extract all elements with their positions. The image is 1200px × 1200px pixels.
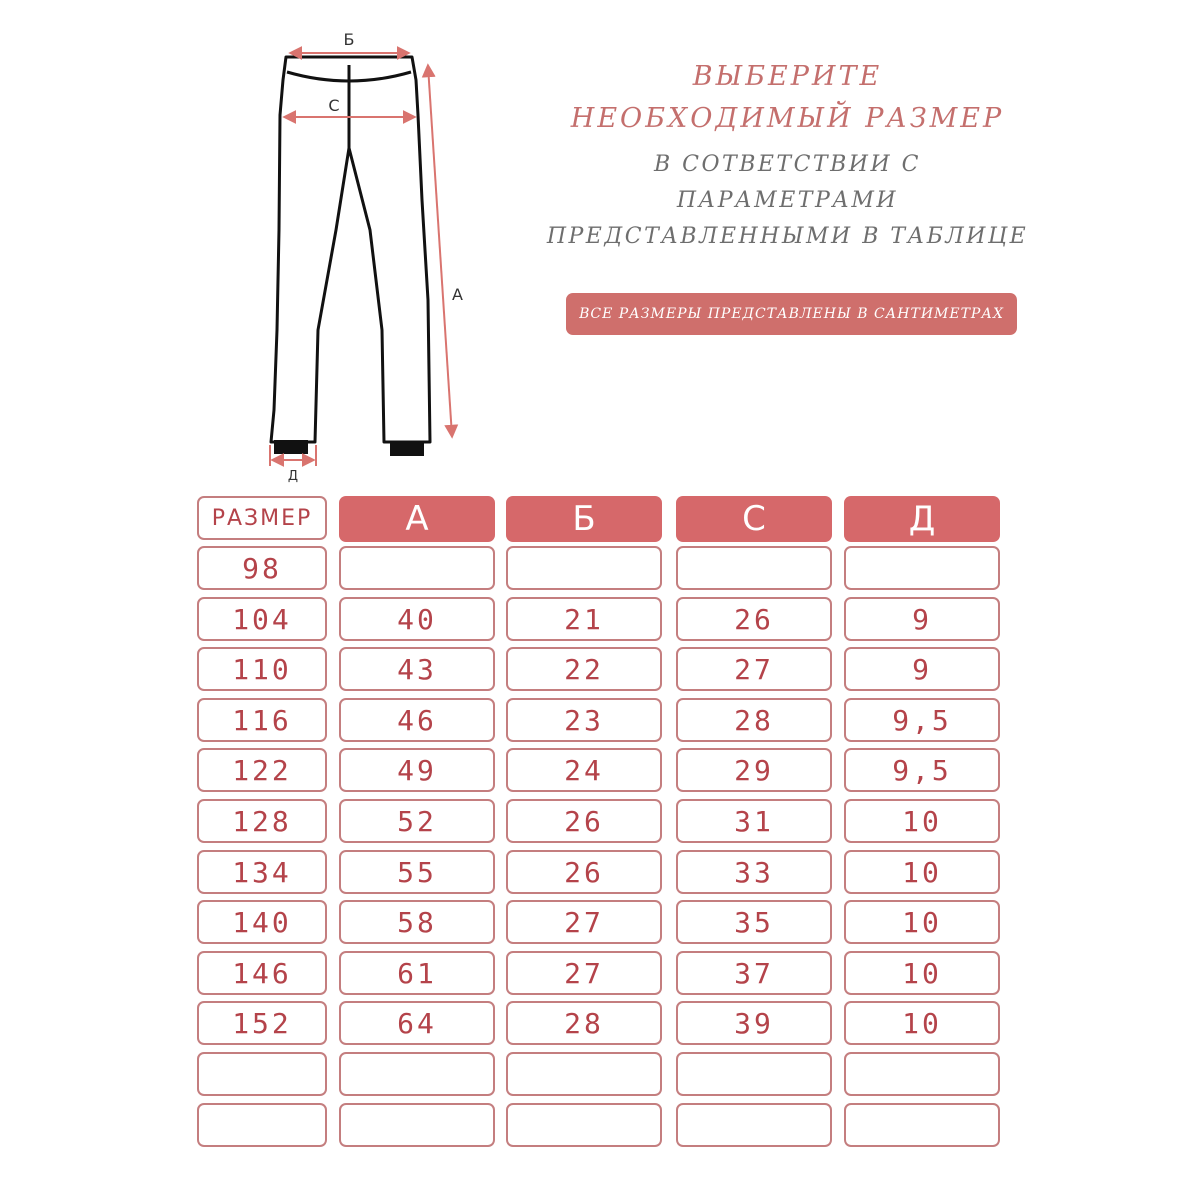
table-cell-d: 9 [844,647,1000,691]
table-cell-b: 27 [506,900,662,944]
table-cell-a: 49 [339,748,495,792]
table-cell-b [506,1052,662,1096]
table-cell-a [339,1052,495,1096]
headline-line-4: ПРЕДСТАВЛЕННЫМИ В ТАБЛИЦЕ [546,224,1029,249]
table-cell-b: 26 [506,850,662,894]
table-cell-c: 37 [676,951,832,995]
table-cell-b: 21 [506,597,662,641]
table-cell-d [844,1103,1000,1147]
waist-label: Б [343,30,355,49]
table-cell-size [197,1052,327,1096]
table-cell-size: 110 [197,647,327,691]
table-cell-c: 29 [676,748,832,792]
pants-diagram [0,0,600,490]
table-cell-a: 46 [339,698,495,742]
table-cell-size: 104 [197,597,327,641]
length-label: А [452,285,463,304]
table-cell-d: 10 [844,951,1000,995]
headline [545,55,1030,255]
table-cell-c: 39 [676,1001,832,1045]
table-cell-size: 152 [197,1001,327,1045]
table-cell-c [676,1103,832,1147]
table-cell-d: 10 [844,850,1000,894]
table-cell-a: 61 [339,951,495,995]
table-cell-size: 134 [197,850,327,894]
header-cell-d: Д [844,496,1000,542]
table-cell-c: 27 [676,647,832,691]
table-cell-a: 43 [339,647,495,691]
table-cell-b: 24 [506,748,662,792]
table-cell-a: 64 [339,1001,495,1045]
table-cell-a [339,546,495,590]
table-cell-c: 33 [676,850,832,894]
table-cell-d [844,1052,1000,1096]
header-cell-c: С [676,496,832,542]
table-cell-size: 140 [197,900,327,944]
table-cell-c: 31 [676,799,832,843]
table-cell-a [339,1103,495,1147]
table-cell-d: 9,5 [844,698,1000,742]
header-cell-b: Б [506,496,662,542]
table-cell-b [506,546,662,590]
table-cell-a: 58 [339,900,495,944]
table-cell-c: 28 [676,698,832,742]
length-measure [428,66,452,436]
table-cell-d: 9 [844,597,1000,641]
headline-line-1: ВЫБЕРИТЕ [692,61,883,92]
table-cell-a: 40 [339,597,495,641]
unit-note-badge: ВСЕ РАЗМЕРЫ ПРЕДСТАВЛЕНЫ В САНТИМЕТРАХ [566,293,1017,335]
pants-outline [271,57,430,442]
table-cell-c [676,546,832,590]
table-cell-size: 146 [197,951,327,995]
table-cell-c: 35 [676,900,832,944]
headline-line-2: НЕОБХОДИМЫЙ РАЗМЕР [570,103,1005,134]
header-cell-a: А [339,496,495,542]
right-cuff [390,442,424,456]
table-cell-size: 98 [197,546,327,590]
table-cell-d: 10 [844,799,1000,843]
table-cell-b: 22 [506,647,662,691]
table-cell-c: 26 [676,597,832,641]
table-cell-d: 10 [844,900,1000,944]
table-cell-d: 10 [844,1001,1000,1045]
table-cell-b: 26 [506,799,662,843]
hip-label: С [328,96,340,115]
table-cell-size: 128 [197,799,327,843]
table-cell-size: 122 [197,748,327,792]
left-cuff [274,440,308,454]
table-cell-a: 55 [339,850,495,894]
table-cell-d [844,546,1000,590]
table-cell-b: 23 [506,698,662,742]
table-cell-b: 28 [506,1001,662,1045]
table-cell-c [676,1052,832,1096]
table-cell-b: 27 [506,951,662,995]
table-cell-a: 52 [339,799,495,843]
table-cell-b [506,1103,662,1147]
table-cell-d: 9,5 [844,748,1000,792]
cuff-label: Д [287,469,299,484]
headline-line-3: В СОТВЕТСТВИИ С ПАРАМЕТРАМИ [654,152,921,213]
table-cell-size: 116 [197,698,327,742]
header-cell-size: РАЗМЕР [197,496,327,540]
table-cell-size [197,1103,327,1147]
